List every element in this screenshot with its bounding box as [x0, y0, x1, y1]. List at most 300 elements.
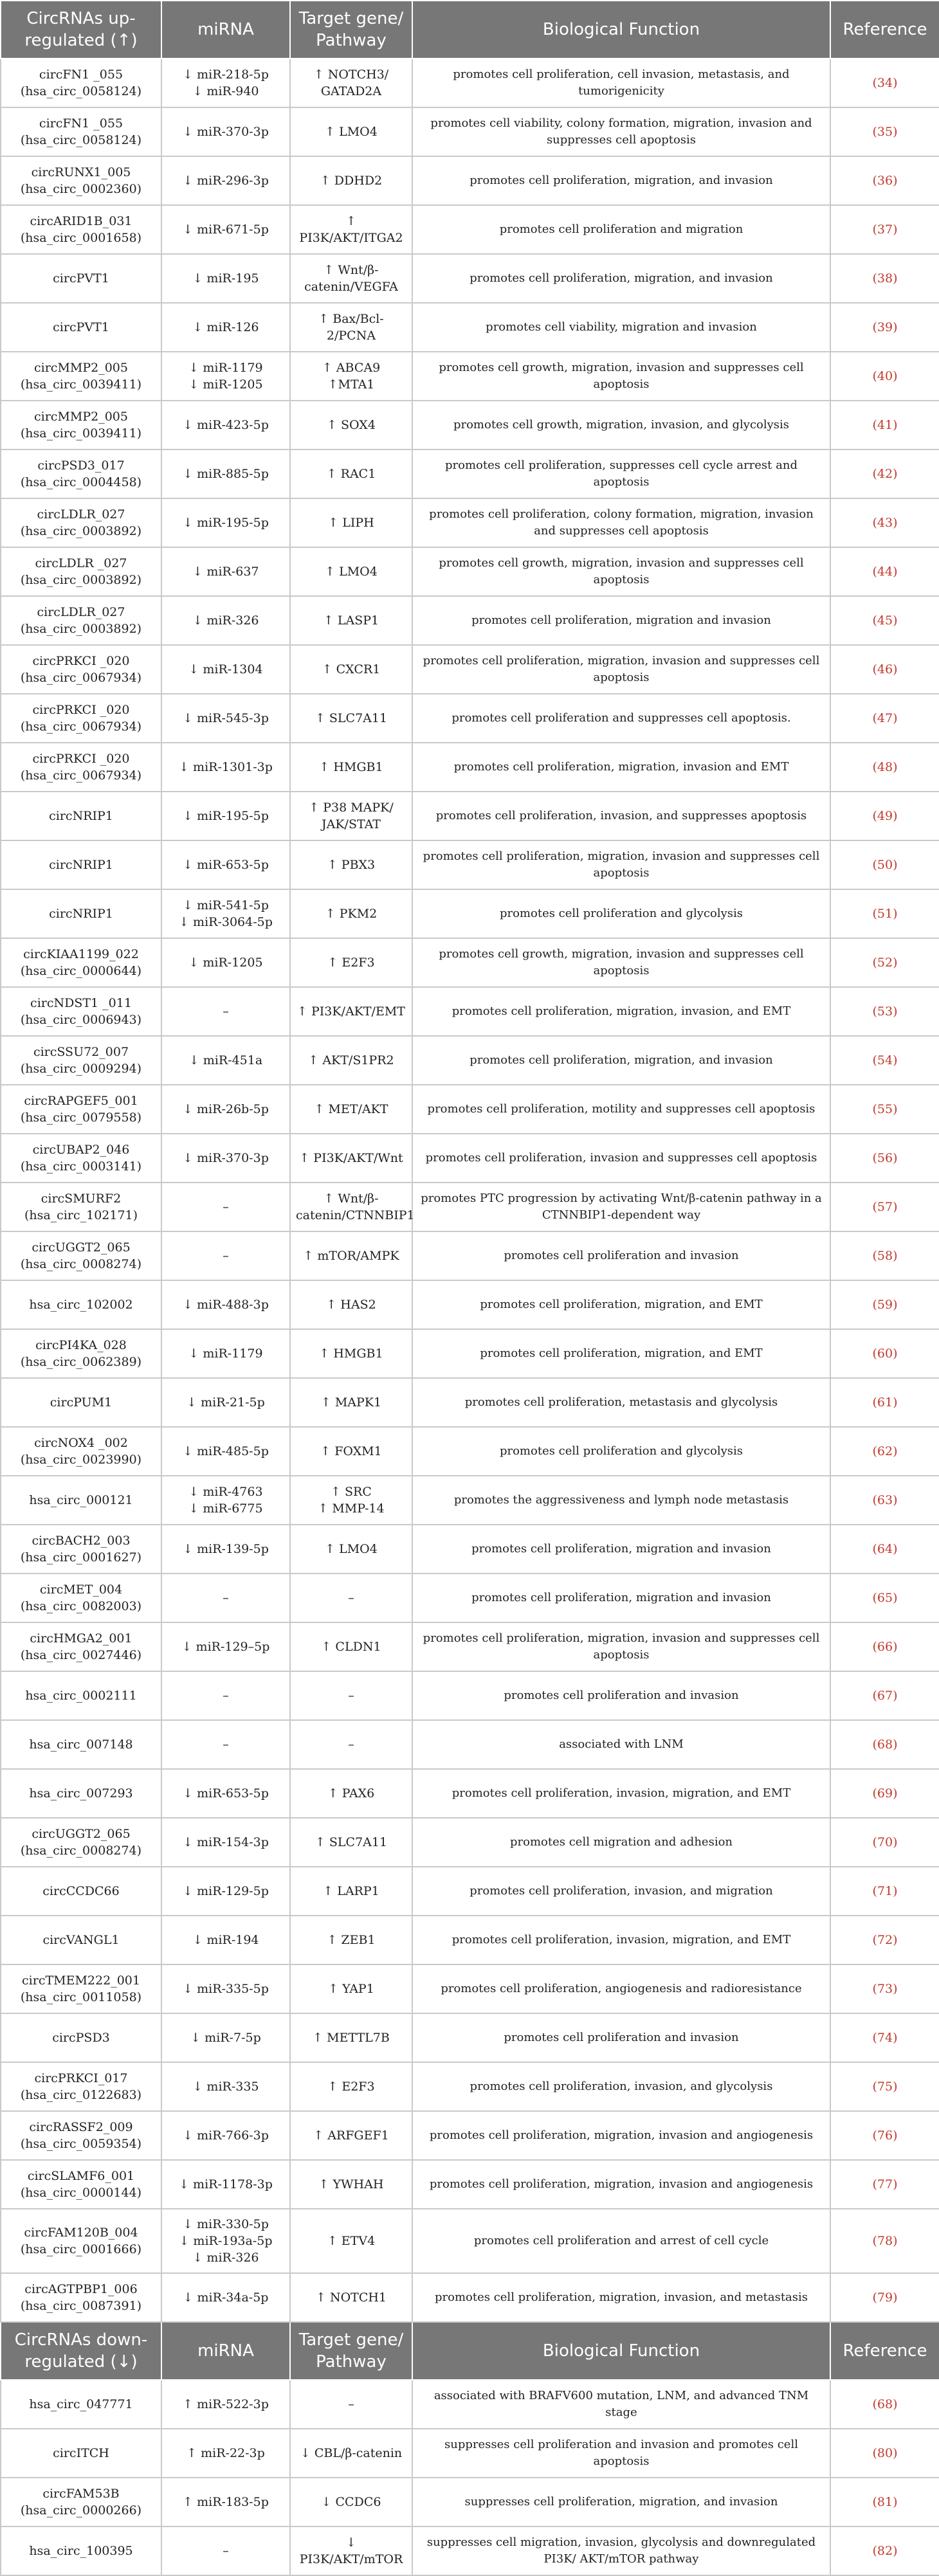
reference-cell: (56) [830, 1134, 939, 1183]
table-row [1, 107, 939, 156]
reference-cell: (37) [830, 205, 939, 254]
reference-cell: (50) [830, 840, 939, 889]
reference-cell: (49) [830, 792, 939, 840]
target-cell: ↑ HMGB1 [290, 743, 412, 792]
mirna-cell: ↓ miR-1205 [161, 938, 290, 987]
mirna-cell: ↓ miR-545-3p [161, 694, 290, 743]
circrna-cell: circPRKCI _020 (hsa_circ_0067934) [1, 743, 161, 792]
function-cell: promotes cell migration and adhesion [412, 1818, 830, 1867]
reference-cell: (58) [830, 1231, 939, 1280]
mirna-cell: ↓ miR-1178-3p [161, 2160, 290, 2209]
mirna-cell: ↓ miR-330-5p ↓ miR-193a-5p ↓ miR-326 [161, 2209, 290, 2273]
function-cell: promotes cell viability, colony formation, migration, invasion and suppresses cell apoptosis [412, 107, 830, 156]
table-row [1, 1280, 939, 1329]
reference-cell: (68) [830, 2380, 939, 2429]
header-target-down: Target gene/ Pathway [290, 2322, 412, 2380]
mirna-cell: – [161, 1183, 290, 1231]
mirna-cell: ↓ miR-335-5p [161, 1964, 290, 2013]
circrna-cell: circFN1 _055 (hsa_circ_0058124) [1, 59, 161, 107]
circrna-cell: circNOX4 _002 (hsa_circ_0023990) [1, 1427, 161, 1476]
target-cell: – [290, 1671, 412, 1720]
table-row [1, 2478, 939, 2526]
function-cell: promotes cell proliferation, angiogenesis and radioresistance [412, 1964, 830, 2013]
function-cell: promotes PTC progression by activating Wnt/β-catenin pathway in a CTNNBIP1-dependent way [412, 1183, 830, 1231]
target-cell: ↑ CXCR1 [290, 645, 412, 694]
table-row [1, 596, 939, 645]
target-cell: ↑ SRC ↑ MMP-14 [290, 1476, 412, 1525]
table-row [1, 2062, 939, 2111]
target-cell: ↓ PI3K/AKT/mTOR [290, 2526, 412, 2575]
circrna-cell: circLDLR_027 (hsa_circ_0003892) [1, 596, 161, 645]
circrna-cell: circARID1B_031 (hsa_circ_0001658) [1, 205, 161, 254]
function-cell: promotes cell proliferation and arrest of cell cycle [412, 2209, 830, 2273]
function-cell: promotes cell proliferation, invasion, and migration [412, 1867, 830, 1916]
circrna-cell: circLDLR_027 (hsa_circ_0003892) [1, 498, 161, 547]
circrna-cell: circVANGL1 [1, 1916, 161, 1964]
table-row [1, 449, 939, 498]
mirna-cell: ↓ miR-218-5p ↓ miR-940 [161, 59, 290, 107]
target-cell: – [290, 2380, 412, 2429]
table-row [1, 1574, 939, 1622]
reference-cell: (55) [830, 1085, 939, 1134]
target-cell: – [290, 1720, 412, 1769]
target-cell: ↑ SLC7A11 [290, 694, 412, 743]
reference-cell: (36) [830, 156, 939, 205]
table-row [1, 1231, 939, 1280]
table-row [1, 1085, 939, 1134]
target-cell: ↑ Bax/Bcl-2/PCNA [290, 303, 412, 352]
target-cell: ↑ SLC7A11 [290, 1818, 412, 1867]
reference-cell: (48) [830, 743, 939, 792]
reference-cell: (71) [830, 1867, 939, 1916]
circrna-cell: circUGGT2_065 (hsa_circ_0008274) [1, 1231, 161, 1280]
reference-cell: (79) [830, 2273, 939, 2322]
target-cell: ↑ PBX3 [290, 840, 412, 889]
table-row [1, 1818, 939, 1867]
table-row [1, 938, 939, 987]
circrna-cell: circITCH [1, 2429, 161, 2478]
mirna-cell: ↑ miR-183-5p [161, 2478, 290, 2526]
header-mirna: miRNA [161, 1, 290, 59]
mirna-cell: – [161, 1720, 290, 1769]
target-cell: ↑ LMO4 [290, 547, 412, 596]
reference-cell: (75) [830, 2062, 939, 2111]
function-cell: suppresses cell migration, invasion, glycolysis and downregulated PI3K/ AKT/mTOR pathway [412, 2526, 830, 2575]
reference-cell: (43) [830, 498, 939, 547]
target-cell: ↑ LMO4 [290, 1525, 412, 1574]
mirna-cell: ↓ miR-126 [161, 303, 290, 352]
table-row [1, 1134, 939, 1183]
table-row [1, 547, 939, 596]
mirna-cell: ↓ miR-1304 [161, 645, 290, 694]
table-row [1, 694, 939, 743]
mirna-cell: ↓ miR-26b-5p [161, 1085, 290, 1134]
reference-cell: (76) [830, 2111, 939, 2160]
target-cell: ↑ PAX6 [290, 1769, 412, 1818]
reference-cell: (72) [830, 1916, 939, 1964]
reference-cell: (80) [830, 2429, 939, 2478]
circrna-cell: circFN1 _055 (hsa_circ_0058124) [1, 107, 161, 156]
function-cell: promotes cell viability, migration and invasion [412, 303, 830, 352]
header-mirna-down: miRNA [161, 2322, 290, 2380]
target-cell: ↓ CBL/β-catenin [290, 2429, 412, 2478]
mirna-cell: ↓ miR-335 [161, 2062, 290, 2111]
target-cell: ↑ PKM2 [290, 889, 412, 938]
circrna-cell: hsa_circ_000121 [1, 1476, 161, 1525]
down-regulated-body [1, 2380, 939, 2575]
function-cell: promotes cell proliferation, migration, and invasion [412, 156, 830, 205]
reference-cell: (42) [830, 449, 939, 498]
circrna-cell: circUGGT2_065 (hsa_circ_0008274) [1, 1818, 161, 1867]
reference-cell: (69) [830, 1769, 939, 1818]
mirna-cell: ↓ miR-1179 [161, 1329, 290, 1378]
reference-cell: (46) [830, 645, 939, 694]
reference-cell: (47) [830, 694, 939, 743]
function-cell: promotes cell proliferation, migration, and EMT [412, 1280, 830, 1329]
table-row [1, 254, 939, 303]
table-row [1, 1183, 939, 1231]
target-cell: ↑ DDHD2 [290, 156, 412, 205]
reference-cell: (38) [830, 254, 939, 303]
header-row-down [1, 2322, 939, 2380]
reference-cell: (34) [830, 59, 939, 107]
target-cell: ↑ LARP1 [290, 1867, 412, 1916]
target-cell: ↑ PI3K/AKT/EMT [290, 987, 412, 1036]
table-row [1, 1427, 939, 1476]
function-cell: promotes cell proliferation, colony formation, migration, invasion and suppresses cell apoptosis [412, 498, 830, 547]
circrna-cell: circAGTPBP1_006 (hsa_circ_0087391) [1, 2273, 161, 2322]
target-cell: ↑ ETV4 [290, 2209, 412, 2273]
mirna-cell: ↓ miR-129–5p [161, 1622, 290, 1671]
circrna-cell: circRASSF2_009 (hsa_circ_0059354) [1, 2111, 161, 2160]
circrna-cell: circSMURF2 (hsa_circ_102171) [1, 1183, 161, 1231]
reference-cell: (53) [830, 987, 939, 1036]
table-row [1, 1622, 939, 1671]
mirna-cell: ↓ miR-637 [161, 547, 290, 596]
circrna-cell: circPUM1 [1, 1378, 161, 1427]
circrna-cell: hsa_circ_007293 [1, 1769, 161, 1818]
function-cell: promotes cell proliferation and invasion [412, 1231, 830, 1280]
target-cell: ↑ MAPK1 [290, 1378, 412, 1427]
table-row [1, 1378, 939, 1427]
reference-cell: (51) [830, 889, 939, 938]
circrna-cell: circPVT1 [1, 254, 161, 303]
table-row [1, 2429, 939, 2478]
circrna-cell: circBACH2_003 (hsa_circ_0001627) [1, 1525, 161, 1574]
circrna-cell: circHMGA2_001 (hsa_circ_0027446) [1, 1622, 161, 1671]
table-row [1, 1036, 939, 1085]
function-cell: promotes cell proliferation, migration, and invasion [412, 254, 830, 303]
circrna-cell: circSSU72_007 (hsa_circ_0009294) [1, 1036, 161, 1085]
circrna-cell: circPRKCI _020 (hsa_circ_0067934) [1, 694, 161, 743]
function-cell: associated with BRAFV600 mutation, LNM, and advanced TNM stage [412, 2380, 830, 2429]
mirna-cell: ↓ miR-7-5p [161, 2013, 290, 2062]
reference-cell: (54) [830, 1036, 939, 1085]
reference-cell: (62) [830, 1427, 939, 1476]
mirna-cell: ↓ miR-541-5p ↓ miR-3064-5p [161, 889, 290, 938]
table-row [1, 1525, 939, 1574]
circrna-cell: circRAPGEF5_001 (hsa_circ_0079558) [1, 1085, 161, 1134]
mirna-cell: ↓ miR-451a [161, 1036, 290, 1085]
function-cell: promotes cell growth, migration, invasion and suppresses cell apoptosis [412, 547, 830, 596]
circrna-cell: circKIAA1199_022 (hsa_circ_0000644) [1, 938, 161, 987]
function-cell: promotes cell proliferation, migration, and EMT [412, 1329, 830, 1378]
target-cell: ↑ METTL7B [290, 2013, 412, 2062]
reference-cell: (57) [830, 1183, 939, 1231]
circrna-cell: circUBAP2_046 (hsa_circ_0003141) [1, 1134, 161, 1183]
function-cell: promotes cell proliferation and glycolysis [412, 889, 830, 938]
mirna-cell: ↓ miR-129-5p [161, 1867, 290, 1916]
mirna-cell: – [161, 987, 290, 1036]
target-cell: ↑ LMO4 [290, 107, 412, 156]
function-cell: promotes cell proliferation, migration, invasion, and EMT [412, 987, 830, 1036]
target-cell: ↑ Wnt/β- catenin/CTNNBIP1 [290, 1183, 412, 1231]
mirna-cell: ↓ miR-4763 ↓ miR-6775 [161, 1476, 290, 1525]
header-function: Biological Function [412, 1, 830, 59]
table-row [1, 1769, 939, 1818]
mirna-cell: ↓ miR-766-3p [161, 2111, 290, 2160]
mirna-cell: ↓ miR-370-3p [161, 107, 290, 156]
target-cell: ↓ CCDC6 [290, 2478, 412, 2526]
target-cell: ↑ ARFGEF1 [290, 2111, 412, 2160]
table-row [1, 205, 939, 254]
circrna-cell: circPVT1 [1, 303, 161, 352]
target-cell: ↑ YWHAH [290, 2160, 412, 2209]
circrna-cell: circPSD3_017 (hsa_circ_0004458) [1, 449, 161, 498]
reference-cell: (66) [830, 1622, 939, 1671]
function-cell: promotes cell proliferation and migration [412, 205, 830, 254]
circrna-cell: circMMP2_005 (hsa_circ_0039411) [1, 401, 161, 449]
mirna-cell: ↓ miR-34a-5p [161, 2273, 290, 2322]
target-cell: ↑ HAS2 [290, 1280, 412, 1329]
table-row [1, 498, 939, 547]
table-row [1, 645, 939, 694]
mirna-cell: ↑ miR-522-3p [161, 2380, 290, 2429]
circrna-cell: hsa_circ_0002111 [1, 1671, 161, 1720]
function-cell: promotes cell proliferation, metastasis and glycolysis [412, 1378, 830, 1427]
circrna-cell: circNRIP1 [1, 889, 161, 938]
header-row-up [1, 1, 939, 59]
function-cell: promotes the aggressiveness and lymph node metastasis [412, 1476, 830, 1525]
reference-cell: (40) [830, 352, 939, 401]
mirna-cell: ↓ miR-21-5p [161, 1378, 290, 1427]
table-row [1, 1964, 939, 2013]
reference-cell: (44) [830, 547, 939, 596]
table-row [1, 1916, 939, 1964]
function-cell: promotes cell proliferation, cell invasion, metastasis, and tumorigenicity [412, 59, 830, 107]
target-cell: ↑ E2F3 [290, 2062, 412, 2111]
target-cell: ↑ CLDN1 [290, 1622, 412, 1671]
function-cell: promotes cell growth, migration, invasion, and glycolysis [412, 401, 830, 449]
table-row [1, 1867, 939, 1916]
function-cell: promotes cell proliferation, invasion and suppresses cell apoptosis [412, 1134, 830, 1183]
function-cell: promotes cell proliferation, migration and invasion [412, 1525, 830, 1574]
mirna-cell: ↓ miR-195-5p [161, 792, 290, 840]
function-cell: promotes cell proliferation, migration, invasion, and metastasis [412, 2273, 830, 2322]
reference-cell: (63) [830, 1476, 939, 1525]
table-row [1, 1671, 939, 1720]
table-row [1, 1476, 939, 1525]
circrna-cell: circFAM53B (hsa_circ_0000266) [1, 2478, 161, 2526]
table-row [1, 401, 939, 449]
reference-cell: (74) [830, 2013, 939, 2062]
function-cell: promotes cell proliferation, motility and suppresses cell apoptosis [412, 1085, 830, 1134]
function-cell: promotes cell proliferation, migration, invasion and suppresses cell apoptosis [412, 840, 830, 889]
reference-cell: (73) [830, 1964, 939, 2013]
function-cell: suppresses cell proliferation and invasion and promotes cell apoptosis [412, 2429, 830, 2478]
up-regulated-body [1, 59, 939, 2322]
mirna-cell: ↓ miR-1301-3p [161, 743, 290, 792]
mirna-cell: – [161, 1231, 290, 1280]
target-cell: ↑ RAC1 [290, 449, 412, 498]
mirna-cell: ↓ miR-296-3p [161, 156, 290, 205]
target-cell: ↑ AKT/S1PR2 [290, 1036, 412, 1085]
function-cell: promotes cell proliferation, migration, invasion and EMT [412, 743, 830, 792]
circrna-cell: circSLAMF6_001 (hsa_circ_0000144) [1, 2160, 161, 2209]
circrna-cell: circNRIP1 [1, 840, 161, 889]
function-cell: associated with LNM [412, 1720, 830, 1769]
reference-cell: (41) [830, 401, 939, 449]
mirna-cell: ↓ miR-326 [161, 596, 290, 645]
target-cell: ↑ E2F3 [290, 938, 412, 987]
reference-cell: (82) [830, 2526, 939, 2575]
circrna-cell: circMET_004 (hsa_circ_0082003) [1, 1574, 161, 1622]
circrna-cell: circNRIP1 [1, 792, 161, 840]
target-cell: ↑ mTOR/AMPK [290, 1231, 412, 1280]
circrna-cell: circCCDC66 [1, 1867, 161, 1916]
reference-cell: (35) [830, 107, 939, 156]
function-cell: promotes cell proliferation and invasion [412, 1671, 830, 1720]
function-cell: promotes cell proliferation, invasion, migration, and EMT [412, 1769, 830, 1818]
function-cell: promotes cell proliferation, migration, invasion and suppresses cell apoptosis [412, 645, 830, 694]
mirna-cell: ↓ miR-139-5p [161, 1525, 290, 1574]
circrna-cell: circNDST1 _011 (hsa_circ_0006943) [1, 987, 161, 1036]
table-row [1, 1720, 939, 1769]
header-function-down: Biological Function [412, 2322, 830, 2380]
mirna-cell: ↓ miR-671-5p [161, 205, 290, 254]
target-cell: ↑ Wnt/β- catenin/VEGFA [290, 254, 412, 303]
table-row [1, 987, 939, 1036]
circrna-cell: circPSD3 [1, 2013, 161, 2062]
circrna-cell: hsa_circ_047771 [1, 2380, 161, 2429]
mirna-cell: ↓ miR-195-5p [161, 498, 290, 547]
reference-cell: (45) [830, 596, 939, 645]
table-row [1, 889, 939, 938]
target-cell: ↑ ABCA9 ↑MTA1 [290, 352, 412, 401]
table-row [1, 156, 939, 205]
target-cell: ↑ P38 MAPK/ JAK/STAT [290, 792, 412, 840]
mirna-cell: – [161, 1671, 290, 1720]
mirna-cell: ↓ miR-370-3p [161, 1134, 290, 1183]
table-row [1, 59, 939, 107]
target-cell: ↑ ZEB1 [290, 1916, 412, 1964]
reference-cell: (70) [830, 1818, 939, 1867]
header-circrnas-down: CircRNAs down-regulated (↓) [1, 2322, 161, 2380]
mirna-cell: ↓ miR-195 [161, 254, 290, 303]
function-cell: promotes cell growth, migration, invasion and suppresses cell apoptosis [412, 938, 830, 987]
function-cell: promotes cell proliferation, suppresses cell cycle arrest and apoptosis [412, 449, 830, 498]
circrna-cell: circRUNX1_005 (hsa_circ_0002360) [1, 156, 161, 205]
function-cell: promotes cell proliferation, migration and invasion [412, 1574, 830, 1622]
mirna-cell: ↓ miR-653-5p [161, 840, 290, 889]
function-cell: promotes cell proliferation, migration, and invasion [412, 1036, 830, 1085]
function-cell: suppresses cell proliferation, migration, and invasion [412, 2478, 830, 2526]
mirna-cell: ↓ miR-154-3p [161, 1818, 290, 1867]
function-cell: promotes cell proliferation, migration, invasion and suppresses cell apoptosis [412, 1622, 830, 1671]
mirna-cell: – [161, 2526, 290, 2575]
header-reference-down: Reference [830, 2322, 939, 2380]
reference-cell: (67) [830, 1671, 939, 1720]
function-cell: promotes cell proliferation, invasion, and suppresses apoptosis [412, 792, 830, 840]
reference-cell: (52) [830, 938, 939, 987]
target-cell: ↑ NOTCH1 [290, 2273, 412, 2322]
table-row [1, 840, 939, 889]
circrna-cell: circLDLR _027 (hsa_circ_0003892) [1, 547, 161, 596]
target-cell: – [290, 1574, 412, 1622]
target-cell: ↑ HMGB1 [290, 1329, 412, 1378]
table-row [1, 303, 939, 352]
reference-cell: (81) [830, 2478, 939, 2526]
function-cell: promotes cell proliferation and glycolysis [412, 1427, 830, 1476]
circrna-cell: hsa_circ_007148 [1, 1720, 161, 1769]
reference-cell: (65) [830, 1574, 939, 1622]
target-cell: ↑ MET/AKT [290, 1085, 412, 1134]
table-row [1, 2526, 939, 2575]
circrna-cell: circMMP2_005 (hsa_circ_0039411) [1, 352, 161, 401]
target-cell: ↑ NOTCH3/ GATAD2A [290, 59, 412, 107]
table-row [1, 743, 939, 792]
table-row [1, 2111, 939, 2160]
mirna-cell: ↓ miR-194 [161, 1916, 290, 1964]
down-header-section [1, 2322, 939, 2380]
function-cell: promotes cell proliferation and invasion [412, 2013, 830, 2062]
reference-cell: (77) [830, 2160, 939, 2209]
reference-cell: (61) [830, 1378, 939, 1427]
function-cell: promotes cell proliferation, invasion, migration, and EMT [412, 1916, 830, 1964]
table-row [1, 2209, 939, 2273]
mirna-cell: ↓ miR-885-5p [161, 449, 290, 498]
circrna-cell: circPRKCI_017 (hsa_circ_0122683) [1, 2062, 161, 2111]
table-row [1, 1329, 939, 1378]
reference-cell: (59) [830, 1280, 939, 1329]
reference-cell: (68) [830, 1720, 939, 1769]
mirna-cell: ↓ miR-1179 ↓ miR-1205 [161, 352, 290, 401]
function-cell: promotes cell proliferation, migration, invasion and angiogenesis [412, 2160, 830, 2209]
circrna-cell: hsa_circ_100395 [1, 2526, 161, 2575]
circrna-cell: circPRKCI _020 (hsa_circ_0067934) [1, 645, 161, 694]
target-cell: ↑ PI3K/AKT/ITGA2 [290, 205, 412, 254]
target-cell: ↑ LASP1 [290, 596, 412, 645]
target-cell: ↑ LIPH [290, 498, 412, 547]
table-row [1, 352, 939, 401]
target-cell: ↑ SOX4 [290, 401, 412, 449]
header-reference: Reference [830, 1, 939, 59]
function-cell: promotes cell proliferation, invasion, and glycolysis [412, 2062, 830, 2111]
table-row [1, 2013, 939, 2062]
target-cell: ↑ FOXM1 [290, 1427, 412, 1476]
circrna-cell: hsa_circ_102002 [1, 1280, 161, 1329]
header-circrnas-up: CircRNAs up-regulated (↑) [1, 1, 161, 59]
function-cell: promotes cell proliferation, migration and invasion [412, 596, 830, 645]
reference-cell: (64) [830, 1525, 939, 1574]
function-cell: promotes cell growth, migration, invasion and suppresses cell apoptosis [412, 352, 830, 401]
mirna-cell: ↓ miR-488-3p [161, 1280, 290, 1329]
table-row [1, 2380, 939, 2429]
function-cell: promotes cell proliferation, migration, invasion and angiogenesis [412, 2111, 830, 2160]
header-target: Target gene/ Pathway [290, 1, 412, 59]
mirna-cell: ↓ miR-653-5p [161, 1769, 290, 1818]
reference-cell: (60) [830, 1329, 939, 1378]
